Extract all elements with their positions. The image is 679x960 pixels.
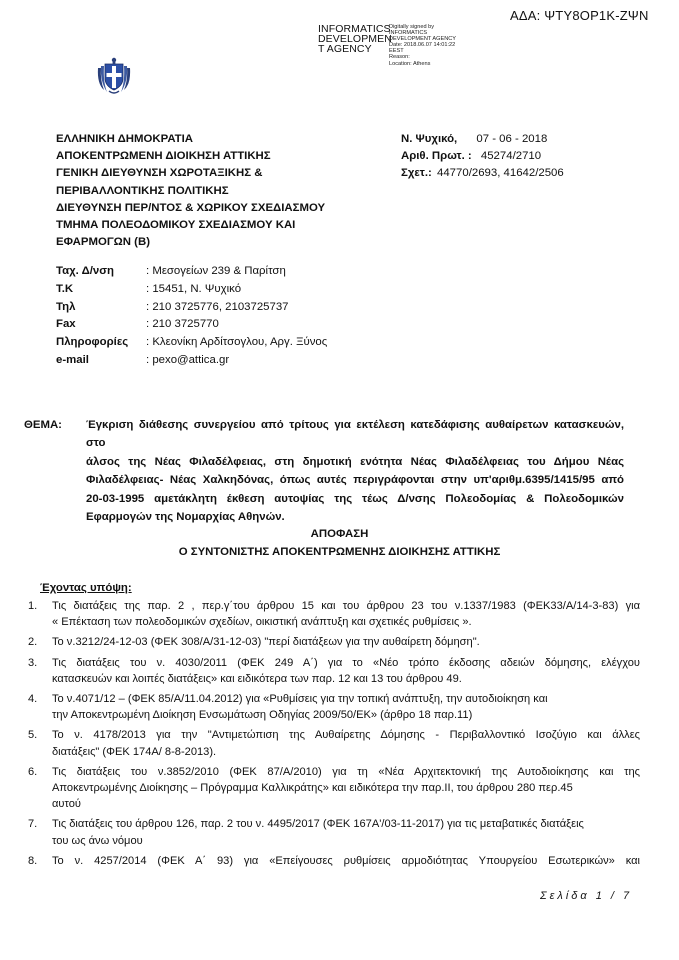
reference-block (401, 131, 564, 183)
item-number: 4. (28, 693, 38, 706)
contact-row (56, 316, 327, 334)
ref-value: 07 - 06 - 2018 (476, 133, 548, 145)
ada-code: ΑΔΑ: ΨΤΥ8ΟΡ1Κ-ΖΨΝ (510, 8, 649, 23)
contact-label: Fax (56, 318, 76, 331)
subject-line: Έγκριση διάθεσης συνεργείου από τρίτους για εκτέλεση κατεδάφισης αυθαίρετων κατασκευών, στο (86, 419, 624, 450)
authority-line: ΕΛΛΗΝΙΚΗ ΔΗΜΟΚΡΑΤΙΑ (56, 133, 193, 145)
contact-value[interactable]: : pexo@attica.gr (146, 353, 230, 366)
contact-label: Ταχ. Δ/νση (56, 265, 115, 277)
contact-value: : Μεσογείων 239 & Παρίτση (146, 265, 286, 277)
item-number: 2. (28, 636, 38, 649)
contact-label: Τηλ (56, 300, 76, 313)
subject-label: ΘΕΜΑ: (24, 419, 62, 431)
signer-org-line: INFORMATICS (318, 23, 391, 35)
contact-label: e-mail (56, 353, 89, 366)
contact-value: : 15451, Ν. Ψυχικό (146, 282, 242, 295)
contact-label: Πληροφορίες (56, 336, 129, 349)
list-item (28, 764, 640, 813)
authority-line: ΓΕΝΙΚΗ ΔΙΕΥΘΥΝΣΗ ΧΩΡΟΤΑΞΙΚΗΣ & (56, 167, 263, 180)
list-item (28, 691, 640, 723)
ref-value: 45274/2710 (480, 150, 542, 163)
item-line: Το ν. 4257/2014 (ΦΕΚ Α΄ 93) για «Επείγουσες ρυθμίσεις αρμοδιότητας Υπουργείου Εσωτερικών» και (52, 854, 640, 867)
subject-text (86, 416, 624, 526)
contact-value: : 210 3725776, 2103725737 (146, 300, 289, 313)
signature-line: DEVELOPMENT AGENCY (389, 36, 457, 43)
contact-label: Τ.Κ (56, 282, 74, 295)
contact-block (56, 263, 327, 370)
list-item (28, 634, 640, 650)
item-number: 3. (28, 656, 38, 669)
date-row (401, 131, 564, 148)
item-number: 8. (28, 854, 38, 867)
item-line: αυτού (52, 798, 81, 811)
authority-line: ΤΜΗΜΑ ΠΟΛΕΟΔΟΜΙΚΟΥ ΣΧΕΔΙΑΣΜΟΥ ΚΑΙ (56, 219, 296, 232)
ref-value: 44770/2693, 41642/2506 (437, 167, 564, 180)
item-line: Τις διατάξεις του ν.3852/2010 (ΦΕΚ 87/Α/2010) για τη «Νέα Αρχιτεκτονική της Αυτοδιοίκησης και της (52, 765, 640, 778)
item-line: Το ν.3212/24-12-03 (ΦΕΚ 308/Α/31-12-03) "περί διατάξεων για την αυθαίρετη δόμηση". (52, 636, 480, 649)
contact-row (56, 299, 327, 317)
signature-line: EEST (389, 48, 404, 55)
item-line: του ως άνω νόμου (52, 834, 143, 847)
item-number: 7. (28, 818, 38, 831)
having-considered-heading: Έχοντας υπόψη: (40, 582, 132, 594)
item-line: κατασκευών και λοιπές διατάξεις» και ειδικότερα των παρ. 12 και 13 του άρθρου 49. (52, 672, 462, 685)
contact-row (56, 281, 327, 299)
contact-row (56, 352, 327, 370)
signature-line: Digitally signed by (389, 24, 435, 30)
item-number: 6. (28, 765, 38, 778)
subject-line: Εφαρμογών της Νομαρχίας Αθηνών. (86, 511, 285, 524)
list-item (28, 598, 640, 630)
item-line: διατάξεις" (ΦΕΚ 174Α/ 8-8-2013). (52, 745, 217, 758)
item-number: 1. (28, 600, 38, 612)
authority-line: ΕΦΑΡΜΟΓΩΝ (Β) (56, 236, 150, 249)
list-item (28, 727, 640, 759)
signer-org-line: DEVELOPMEN (318, 33, 392, 45)
signature-line: Date: 2018.06.07 14:01:22 (389, 42, 456, 49)
digital-signature-details (389, 24, 456, 67)
subject-line: 20-03-1995 αμετάκλητη έκθεση αυτοψίας της τέως Δ/νσης Πολεοδομίας & Πολεοδομικών (86, 492, 624, 505)
signer-org-line: T AGENCY (318, 43, 372, 55)
contact-row (56, 263, 327, 281)
item-number: 5. (28, 729, 38, 742)
signature-line: Reason: (389, 54, 410, 61)
protocol-row (401, 148, 564, 165)
decision-title: ΑΠΟΦΑΣΗ (310, 528, 369, 540)
contact-value: : Κλεονίκη Αρδίτσογλου, Αργ. Ξύνος (146, 336, 328, 349)
contact-row (56, 334, 327, 352)
subject-line: άλσος της Νέας Φιλαδέλφειας, στη δημοτική ενότητα Νέας Φιλαδέλφειας του Δήμου Νέας (86, 455, 624, 468)
signature-line: Location: Athens (389, 60, 431, 67)
item-line: Το ν.4071/12 – (ΦΕΚ 85/Α/11.04.2012) για «Ρυθμίσεις για την τοπική ανάπτυξη, την αυτοδιοίκηση και (52, 693, 548, 706)
signer-organization (318, 24, 392, 54)
authority-line: ΔΙΕΥΘΥΝΣΗ ΠΕΡ/ΝΤΟΣ & ΧΩΡΙΚΟΥ ΣΧΕΔΙΑΣΜΟΥ (56, 201, 326, 214)
item-line: Αποκεντρωμένης Διοίκησης – Πρόγραμμα Καλλικράτης» και ειδικότερα την παρ.ΙΙ, του άρθρου 280 περ.45 (52, 782, 573, 795)
authority-line: ΠΕΡΙΒΑΛΛΟΝΤΙΚΗΣ ΠΟΛΙΤΙΚΗΣ (56, 184, 229, 197)
list-item (28, 816, 640, 848)
decision-subtitle: Ο ΣΥΝΤΟΝΙΣΤΗΣ ΑΠΟΚΕΝΤΡΩΜΕΝΗΣ ΔΙΟΙΚΗΣΗΣ ΑΤΤΙΚΗΣ (178, 546, 501, 558)
issuing-authority (56, 131, 376, 251)
ref-label: Σχετ.: (401, 167, 432, 180)
contact-value: : 210 3725770 (146, 318, 219, 331)
authority-line: ΑΠΟΚΕΝΤΡΩΜΕΝΗ ΔΙΟΙΚΗΣΗ ΑΤΤΙΚΗΣ (56, 150, 271, 163)
item-line: Τις διατάξεις της παρ. 2 , περ.γ΄του άρθρου 15 και του άρθρου 23 του ν.1337/1983 (ΦΕΚ33/Α/14-3-83) για (52, 600, 640, 612)
item-line: Το ν. 4178/2013 για την "Αντιμετώπιση της Αυθαίρετης Δόμησης - Περιβαλλοντικό Ισοζύγιο και άλλες (52, 729, 640, 742)
ref-label: Ν. Ψυχικό, (401, 133, 458, 145)
related-row (401, 165, 564, 182)
legal-basis-list (28, 598, 640, 869)
list-item (28, 853, 640, 869)
item-line: την Αποκεντρωμένη Διοίκηση Ενσωμάτωση Οδηγίας 2009/50/ΕΚ» (άρθρο 18 παρ.11) (52, 709, 473, 722)
greek-coat-of-arms-icon (92, 54, 136, 98)
list-item (28, 655, 640, 687)
item-line: Τις διατάξεις του ν. 4030/2011 (ΦΕΚ 249 Α΄) για το «Νέο τρόπο έκδοσης αδειών δόμησης, ελέγχου (52, 656, 640, 669)
subject-line: Φιλαδέλφειας- Νέας Χαλκηδόνας, όπως αυτές περιγράφονται στην υπ'αριθμ.6395/1415/95 από (86, 474, 624, 487)
item-line: Τις διατάξεις του άρθρου 126, παρ. 2 του ν. 4495/2017 (ΦΕΚ 167Α'/03-11-2017) για τις μεταβατικές διατάξεις (52, 818, 584, 831)
item-line: « Επέκταση των πολεοδομικών σχεδίων, οικιστική ανάπτυξη και σχετικές ρυθμίσεις ». (52, 616, 472, 629)
ref-label: Αριθ. Πρωτ. : (401, 150, 472, 163)
signature-line: INFORMATICS (389, 30, 428, 37)
page-number: Σελίδα 1 / 7 (540, 890, 633, 902)
